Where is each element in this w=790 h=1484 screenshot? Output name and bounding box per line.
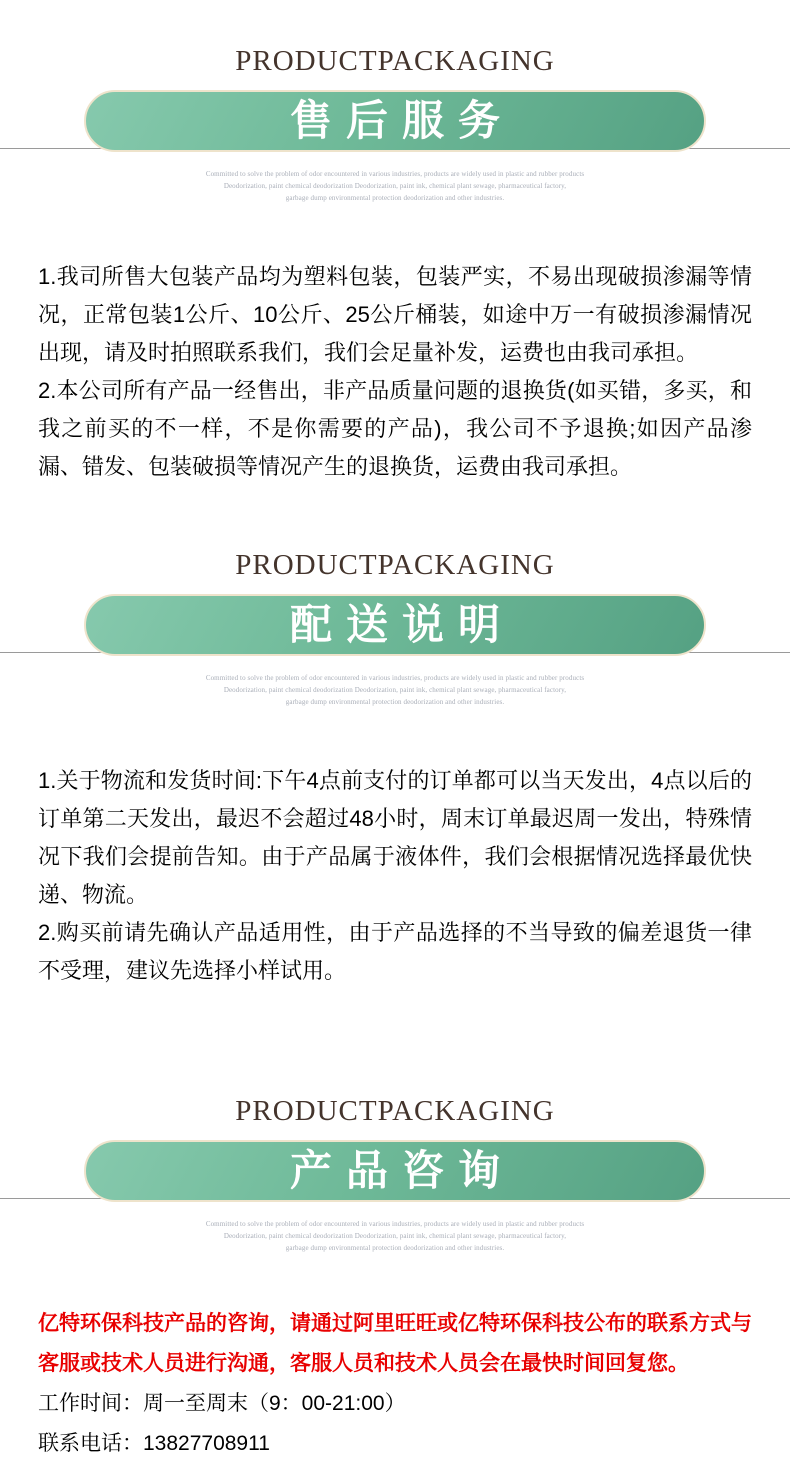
consultation-notice: 亿特环保科技产品的咨询，请通过阿里旺旺或亿特环保科技公布的联系方式与客服或技术人员进行沟通，客服人员和技术人员会在最快时间回复您。 <box>38 1312 752 1375</box>
tagline-line: Deodorization, paint chemical deodorization Deodorization, paint ink, chemical plant sewage, pharmaceutical factory, <box>223 686 567 694</box>
tagline <box>0 168 790 204</box>
contact-phone: 联系电话：13827708911 <box>38 1432 270 1455</box>
body-paragraph: 1.我司所售大包装产品均为塑料包装，包装严实，不易出现破损渗漏等情况，正常包装1公斤、10公斤、25公斤桶装，如途中万一有破损渗漏情况出现，请及时拍照联系我们，我们会足量补发，运费也由我司承担。 <box>38 264 752 365</box>
banner-row <box>0 1140 790 1202</box>
banner-title: 售后服务 <box>289 97 514 144</box>
tagline-line: Deodorization, paint chemical deodorization Deodorization, paint ink, chemical plant sewage, pharmaceutical factory, <box>223 182 567 190</box>
tagline <box>0 672 790 708</box>
banner-pill <box>84 1140 706 1202</box>
body-paragraph: 1.关于物流和发货时间:下午4点前支付的订单都可以当天发出，4点以后的订单第二天发出，最迟不会超过48小时，周末订单最迟周一发出，特殊情况下我们会提前告知。由于产品属于液体件，我们会根据情况选择最优快递、物流。 <box>38 768 752 907</box>
banner-pill <box>84 594 706 656</box>
section-eyebrow: PRODUCTPACKAGING <box>235 45 555 77</box>
section-consultation <box>0 1094 790 1254</box>
banner-title: 产品咨询 <box>289 1147 514 1194</box>
section-body <box>38 258 752 486</box>
section-body <box>38 762 752 990</box>
section-eyebrow: PRODUCTPACKAGING <box>235 1095 555 1127</box>
tagline-line: Committed to solve the problem of odor encountered in various industries, products are widely used in plastic and rubber products <box>205 1220 585 1228</box>
tagline-line: garbage dump environmental protection deodorization and other industries. <box>285 1244 505 1252</box>
banner-row <box>0 594 790 656</box>
body-paragraph: 2.本公司所有产品一经售出，非产品质量问题的退换货(如买错，多买，和我之前买的不一样，不是你需要的产品)，我公司不予退换;如因产品渗漏、错发、包装破损等情况产生的退换货，运费由我司承担。 <box>38 378 752 479</box>
tagline-line: garbage dump environmental protection deodorization and other industries. <box>285 194 505 202</box>
section-delivery <box>0 548 790 990</box>
tagline-line: Committed to solve the problem of odor encountered in various industries, products are widely used in plastic and rubber products <box>205 674 585 682</box>
section-after-sales <box>0 44 790 486</box>
banner-row <box>0 90 790 152</box>
tagline-line: Deodorization, paint chemical deodorization Deodorization, paint ink, chemical plant sewage, pharmaceutical factory, <box>223 1232 567 1240</box>
work-hours: 工作时间：周一至周末（9：00-21:00） <box>38 1392 406 1415</box>
body-paragraph: 2.购买前请先确认产品适用性，由于产品选择的不当导致的偏差退货一律不受理，建议先选择小样试用。 <box>38 920 752 983</box>
tagline <box>0 1218 790 1254</box>
banner-pill <box>84 90 706 152</box>
section-eyebrow: PRODUCTPACKAGING <box>235 549 555 581</box>
banner-title: 配送说明 <box>289 601 514 648</box>
tagline-line: Committed to solve the problem of odor encountered in various industries, products are widely used in plastic and rubber products <box>205 170 585 178</box>
tagline-line: garbage dump environmental protection deodorization and other industries. <box>285 698 505 706</box>
contact-block <box>38 1304 752 1464</box>
